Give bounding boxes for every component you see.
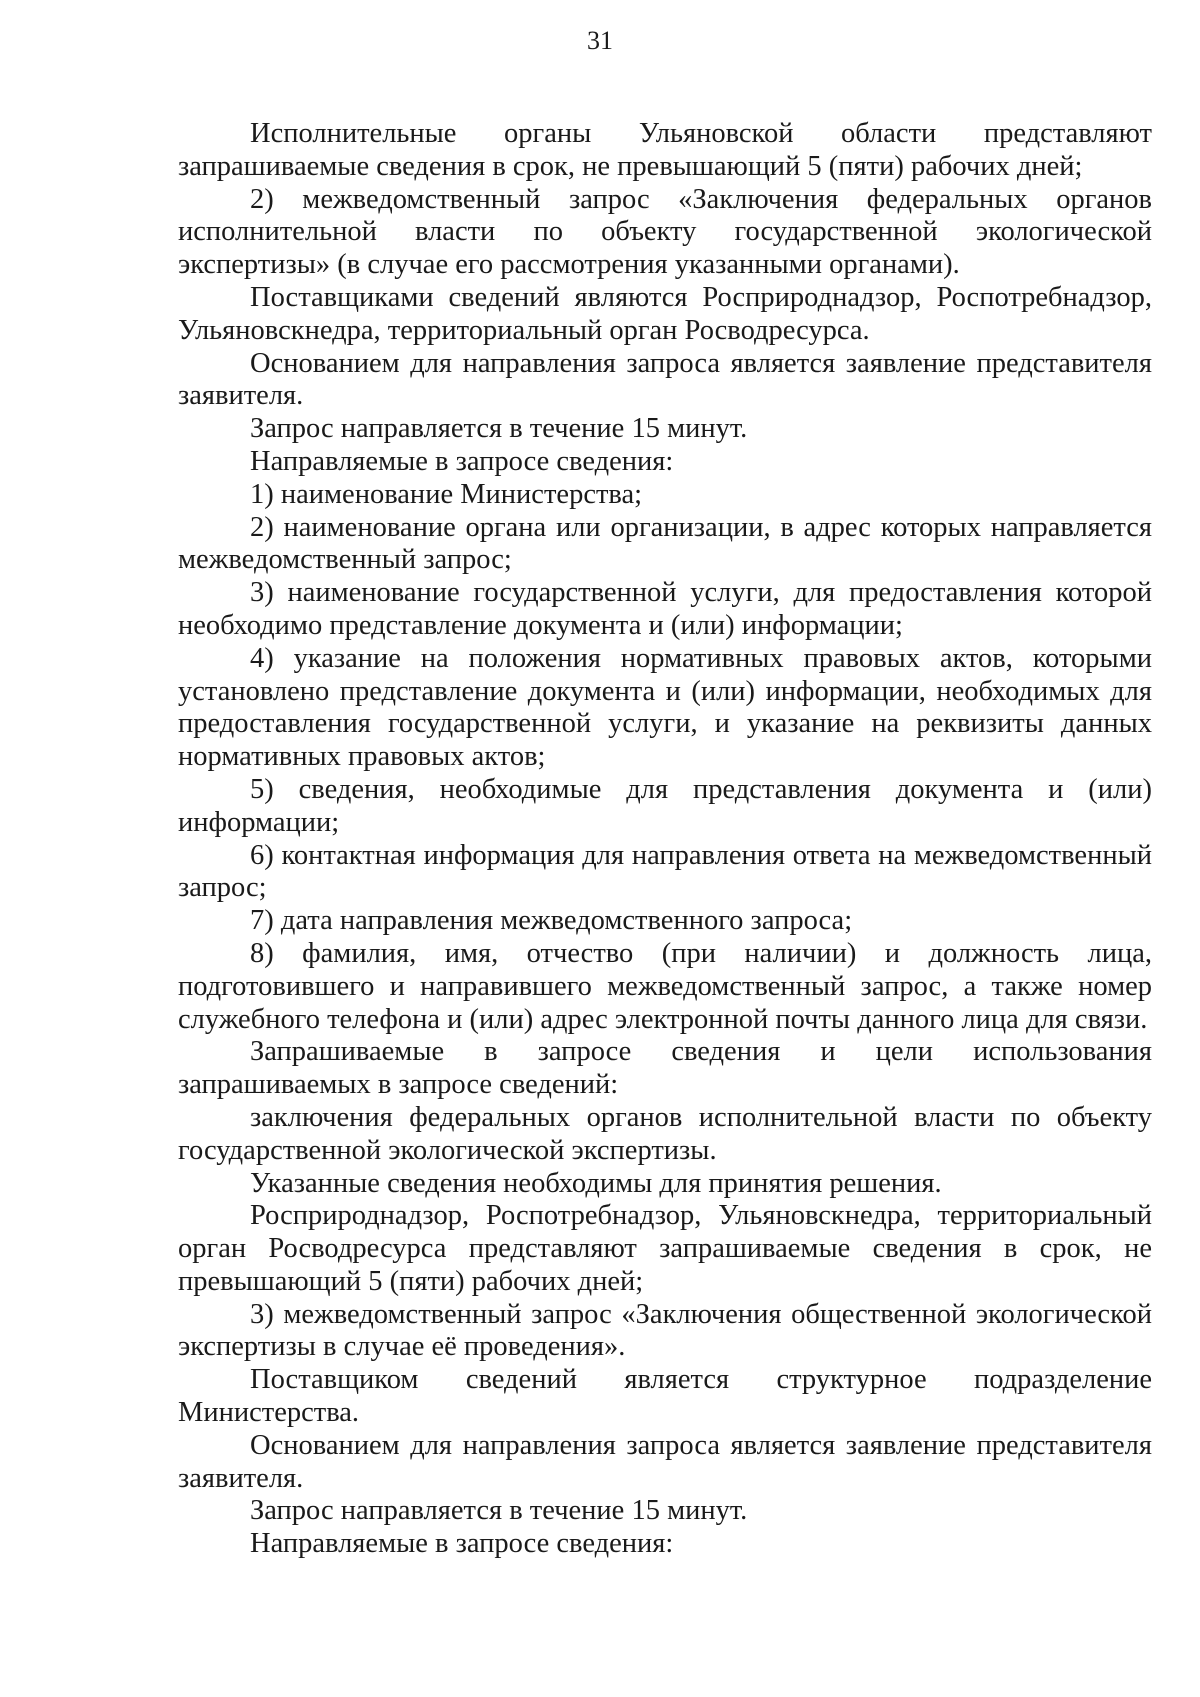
paragraph: 5) сведения, необходимые для представления документа и (или) информации; (178, 773, 1152, 838)
paragraph: 8) фамилия, имя, отчество (при наличии) и должность лица, подготовившего и направившего межведомственный запрос, а также номер служебного телефона и (или) адрес электронной почты данного лица для связи. (178, 937, 1152, 1035)
paragraph: Основанием для направления запроса является заявление представителя заявителя. (178, 347, 1152, 412)
paragraph: Запрос направляется в течение 15 минут. (250, 413, 748, 445)
paragraph: 3) наименование государственной услуги, для предоставления которой необходимо представление документа и (или) информации; (178, 577, 1152, 641)
paragraph: Указанные сведения необходимы для принятия решения. (250, 1167, 942, 1199)
paragraph: 4) указание на положения нормативных правовых актов, которыми установлено представление документа и (или) информации, необходимых для предоставления государственной услуги, и указание на реквизиты данных нормативных правовых актов; (178, 642, 1152, 773)
paragraph: 2) межведомственный запрос «Заключения федеральных органов исполнительной власти по объекту государственной экологической экспертизы» (в случае его рассмотрения указанными органами). (178, 183, 1152, 281)
paragraph: Исполнительные органы Ульяновской области представляют запрашиваемые сведения в срок, не превышающий 5 (пяти) рабочих дней; (178, 118, 1152, 182)
paragraph: Направляемые в запросе сведения: (250, 1528, 674, 1560)
paragraph: Направляемые в запросе сведения: (250, 445, 674, 477)
paragraph: 1) наименование Министерства; (250, 478, 643, 510)
paragraph: Поставщиками сведений являются Росприроднадзор, Роспотребнадзор, Ульяновскнедра, территориальный орган Росводресурса. (178, 281, 1152, 346)
paragraph: Запрос направляется в течение 15 минут. (250, 1495, 748, 1527)
paragraph: Росприроднадзор, Роспотребнадзор, Ульяновскнедра, территориальный орган Росводресурса представляют запрашиваемые сведения в срок, не превышающий 5 (пяти) рабочих дней; (178, 1200, 1152, 1297)
page-number: 31 (587, 26, 613, 55)
paragraph: 3) межведомственный запрос «Заключения общественной экологической экспертизы в случае её проведения». (178, 1298, 1152, 1363)
paragraph: Основанием для направления запроса является заявление представителя заявителя. (178, 1429, 1152, 1494)
document-body (178, 118, 1152, 1561)
paragraph: 2) наименование органа или организации, в адрес которых направляется межведомственный запрос; (178, 511, 1152, 576)
paragraph: Запрашиваемые в запросе сведения и цели использования запрашиваемых в запросе сведений: (178, 1036, 1152, 1101)
paragraph: 6) контактная информация для направления ответа на межведомственный запрос; (178, 839, 1152, 904)
paragraph: Поставщиком сведений является структурное подразделение Министерства. (178, 1364, 1152, 1429)
paragraph: 7) дата направления межведомственного запроса; (250, 905, 853, 937)
paragraph: заключения федеральных органов исполнительной власти по объекту государственной экологической экспертизы. (178, 1101, 1152, 1166)
